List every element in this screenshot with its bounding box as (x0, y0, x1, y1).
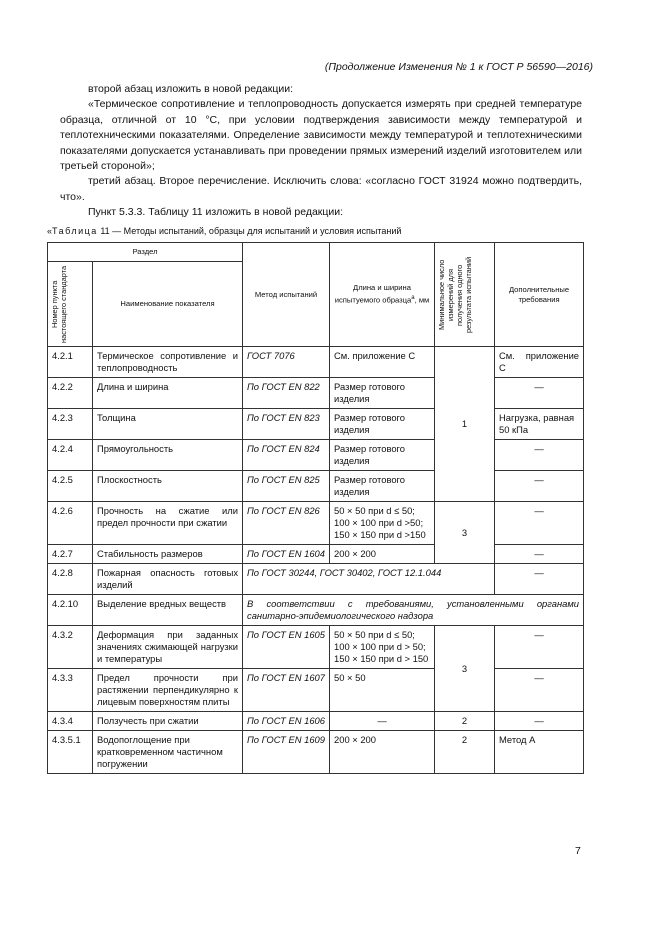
header-size-sup: a (411, 295, 415, 302)
row-num: 4.2.2 (48, 378, 93, 409)
table-row (48, 545, 584, 564)
header-size-text: Длина и ширина испытуемого образца (334, 283, 412, 305)
table-row (48, 347, 584, 378)
row-num: 4.3.3 (48, 669, 93, 712)
row-num: 4.2.7 (48, 545, 93, 564)
row-num: 4.2.3 (48, 409, 93, 440)
row-extra: — (495, 502, 584, 545)
page-number: 7 (575, 845, 581, 857)
row-method: По ГОСТ EN 1604 (243, 545, 330, 564)
row-name: Толщина (93, 409, 243, 440)
tests-table (47, 242, 584, 774)
row-num: 4.2.5 (48, 471, 93, 502)
row-num: 4.2.1 (48, 347, 93, 378)
row-method: По ГОСТ EN 826 (243, 502, 330, 545)
row-name: Стабильность размеров (93, 545, 243, 564)
row-num: 4.3.4 (48, 712, 93, 731)
row-size: 50 × 50 (330, 669, 435, 712)
row-method: По ГОСТ EN 1609 (243, 731, 330, 774)
row-count: 2 (435, 731, 495, 774)
row-name: Водопоглощение при кратковременном частичном погружении (93, 731, 243, 774)
row-method: По ГОСТ EN 822 (243, 378, 330, 409)
row-name: Выделение вредных веществ (93, 595, 243, 626)
row-size: Размер готового изделия (330, 378, 435, 409)
body-text (60, 82, 582, 221)
row-num: 4.3.2 (48, 626, 93, 669)
header-section: Раздел (48, 243, 243, 262)
table-row (48, 669, 584, 712)
row-method: По ГОСТ EN 1606 (243, 712, 330, 731)
header-min-count (435, 243, 495, 347)
table-row (48, 595, 584, 626)
row-name: Прямоугольность (93, 440, 243, 471)
row-size: Размер готового изделия (330, 440, 435, 471)
paragraph-2: «Термическое сопротивление и теплопроводность допускается измерять при средней температуре образца, отличной от 10 °С, при условии подтверждения зависимости между температурой и теплотехническими показателями. Определение зависимости между температурой и теплотехническими показателями допускается устанавливать при проведении прямых измерений изделий изготовителем или третьей стороной»; (60, 98, 582, 173)
paragraph-1: второй абзац изложить в новой редакции: (88, 83, 294, 95)
row-num: 4.3.5.1 (48, 731, 93, 774)
row-size: 50 × 50 при d ≤ 50; 100 × 100 при d > 50; 150 × 150 при d > 150 (330, 626, 435, 669)
row-method: По ГОСТ EN 1605 (243, 626, 330, 669)
row-name: Длина и ширина (93, 378, 243, 409)
row-extra: — (495, 669, 584, 712)
table-row (48, 409, 584, 440)
caption-label: Таблица (52, 226, 98, 236)
row-count-group1: 1 (435, 347, 495, 502)
row-num: 4.2.8 (48, 564, 93, 595)
table-row (48, 471, 584, 502)
row-name: Деформация при заданных значениях сжимающей нагрузки и температуры (93, 626, 243, 669)
header-item-number (48, 262, 93, 347)
header-indicator: Наименование показателя (93, 262, 243, 347)
row-size: Размер готового изделия (330, 409, 435, 440)
header-method: Метод испытаний (243, 243, 330, 347)
row-method: По ГОСТ 30244, ГОСТ 30402, ГОСТ 12.1.044 (243, 564, 495, 595)
row-extra: — (495, 545, 584, 564)
table-row (48, 564, 584, 595)
row-extra: Метод А (495, 731, 584, 774)
row-num: 4.2.10 (48, 595, 93, 626)
row-name: Пожарная опасность готовых изделий (93, 564, 243, 595)
caption-text: 11 — Методы испытаний, образцы для испытаний и условия испытаний (97, 226, 402, 236)
header-min-count-text: Минимальное число измерений для получения одного результата испытаний (436, 256, 473, 333)
row-extra: — (495, 712, 584, 731)
row-count: 2 (435, 712, 495, 731)
row-method: В соответствии с требованиями, установленными органами санитарно-эпидемиологического надзора (243, 595, 584, 626)
row-size: 200 × 200 (330, 545, 435, 564)
row-extra: — (495, 440, 584, 471)
header-extra: Дополнительные требования (495, 243, 584, 347)
row-size: 50 × 50 при d ≤ 50; 100 × 100 при d >50; 150 × 150 при d >150 (330, 502, 435, 545)
row-extra: Нагрузка, равная 50 кПа (495, 409, 584, 440)
table-row (48, 712, 584, 731)
row-size: См. приложение С (330, 347, 435, 378)
row-size: — (330, 712, 435, 731)
table-caption (47, 226, 401, 236)
header-item-number-text: Номер пункта настоящего стандарта (50, 265, 68, 343)
row-num: 4.2.4 (48, 440, 93, 471)
row-size: 200 × 200 (330, 731, 435, 774)
table-row (48, 440, 584, 471)
row-extra: — (495, 378, 584, 409)
row-method: По ГОСТ EN 824 (243, 440, 330, 471)
paragraph-3: третий абзац. Второе перечисление. Исключить слова: «согласно ГОСТ 31924 можно подтвердить, что». (60, 175, 582, 203)
header-size-unit: , мм (414, 295, 430, 305)
row-name: Прочность на сжатие или предел прочности при сжатии (93, 502, 243, 545)
table-row (48, 378, 584, 409)
row-name: Плоскостность (93, 471, 243, 502)
row-size: Размер готового изделия (330, 471, 435, 502)
row-method: По ГОСТ EN 1607 (243, 669, 330, 712)
row-extra: — (495, 471, 584, 502)
row-extra: — (495, 564, 584, 595)
row-num: 4.2.6 (48, 502, 93, 545)
row-extra: — (495, 626, 584, 669)
table-row (48, 731, 584, 774)
table-row (48, 502, 584, 545)
row-name: Предел прочности при растяжении перпендикулярно к лицевым поверхностям плиты (93, 669, 243, 712)
paragraph-4: Пункт 5.3.3. Таблицу 11 изложить в новой редакции: (88, 206, 344, 219)
row-method: По ГОСТ EN 825 (243, 471, 330, 502)
row-method: ГОСТ 7076 (243, 347, 330, 378)
row-method: По ГОСТ EN 823 (243, 409, 330, 440)
row-extra: См. приложение С (495, 347, 584, 378)
caption-prefix: « (47, 226, 53, 236)
running-header: (Продолжение Изменения № 1 к ГОСТ Р 56590—2016) (324, 61, 593, 73)
row-count-group2: 3 (435, 502, 495, 564)
row-name: Ползучесть при сжатии (93, 712, 243, 731)
row-name: Термическое сопротивление и теплопроводность (93, 347, 243, 378)
header-size (330, 243, 435, 347)
row-count-group3: 3 (435, 626, 495, 712)
table-row (48, 626, 584, 669)
